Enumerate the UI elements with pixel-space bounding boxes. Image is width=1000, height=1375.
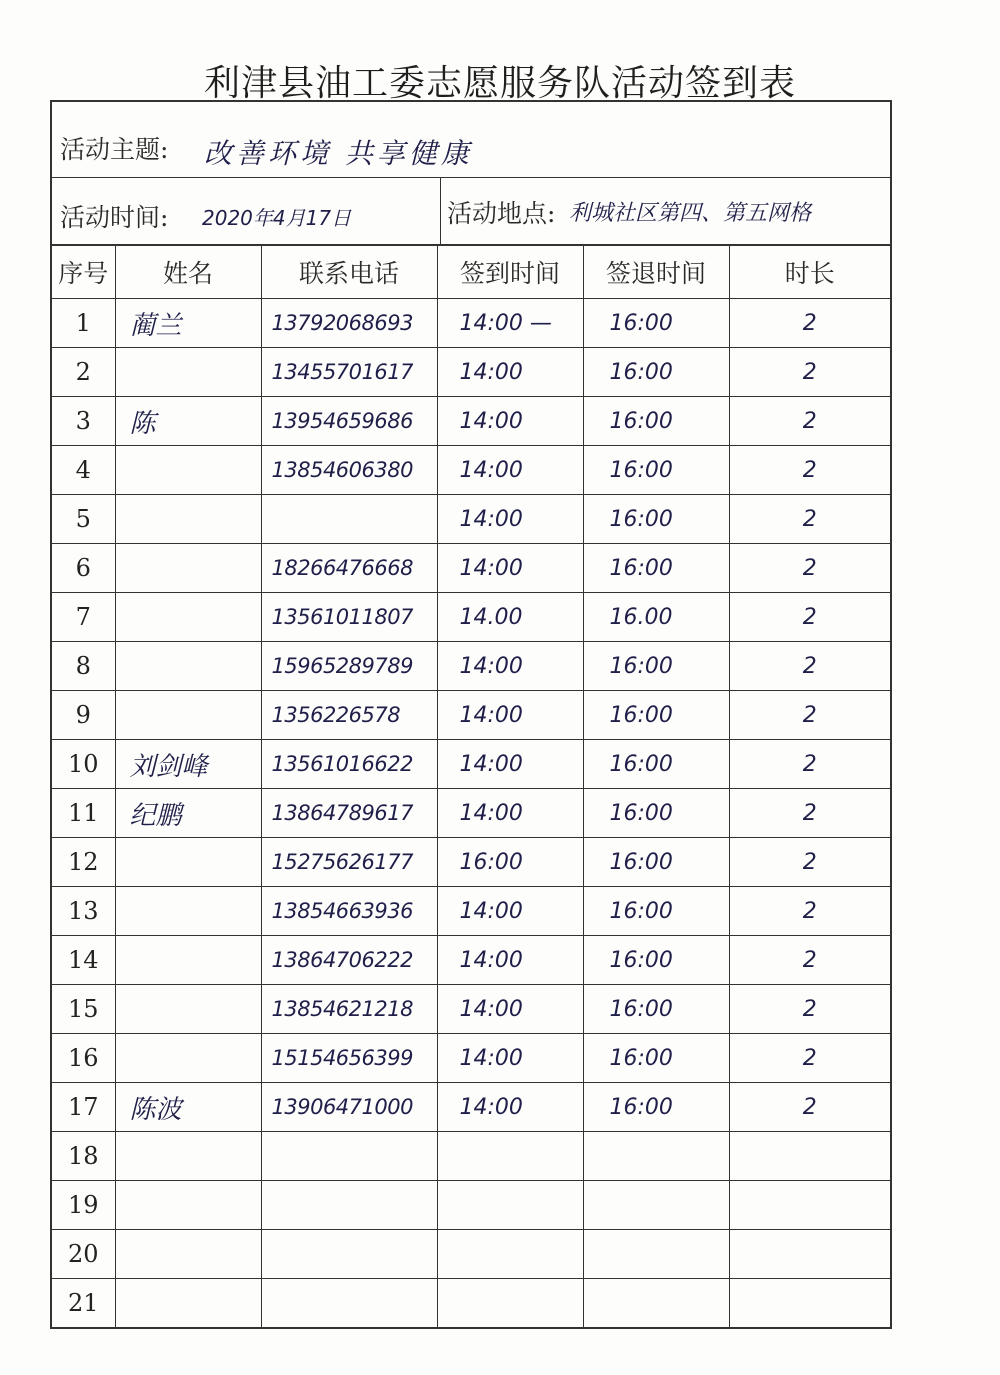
row-sign-out: 16:00 bbox=[583, 1083, 729, 1132]
form-title: 利津县油工委志愿服务队活动签到表 bbox=[203, 63, 796, 104]
row-index: 2 bbox=[52, 348, 115, 397]
row-name bbox=[115, 936, 261, 985]
row-phone bbox=[261, 495, 437, 544]
table-row bbox=[52, 642, 890, 691]
row-sign-out: 16.00 bbox=[583, 593, 729, 642]
row-sign-in: 14:00 bbox=[437, 740, 583, 789]
row-phone: 15154656399 bbox=[261, 1034, 437, 1083]
row-name: 纪鹏 bbox=[115, 789, 261, 838]
row-phone: 13854606380 bbox=[261, 446, 437, 495]
row-sign-out bbox=[583, 1181, 729, 1230]
row-duration: 2 bbox=[729, 593, 890, 642]
row-duration: 2 bbox=[729, 446, 890, 495]
row-duration: 2 bbox=[729, 838, 890, 887]
row-sign-out: 16:00 bbox=[583, 642, 729, 691]
row-sign-in: 14:00 bbox=[437, 985, 583, 1034]
table-row bbox=[52, 887, 890, 936]
row-sign-out: 16:00 bbox=[583, 299, 729, 348]
row-duration bbox=[729, 1230, 890, 1279]
table-row bbox=[52, 544, 890, 593]
row-sign-out bbox=[583, 1230, 729, 1279]
row-sign-out: 16:00 bbox=[583, 887, 729, 936]
row-name bbox=[115, 642, 261, 691]
header-name: 姓名 bbox=[115, 246, 261, 299]
row-index: 3 bbox=[52, 397, 115, 446]
row-phone: 15965289789 bbox=[261, 642, 437, 691]
row-sign-in: 14:00 bbox=[437, 691, 583, 740]
row-index: 21 bbox=[52, 1279, 115, 1328]
row-duration: 2 bbox=[729, 985, 890, 1034]
row-sign-out: 16:00 bbox=[583, 348, 729, 397]
row-index: 20 bbox=[52, 1230, 115, 1279]
row-duration: 2 bbox=[729, 789, 890, 838]
row-name bbox=[115, 887, 261, 936]
row-name bbox=[115, 1034, 261, 1083]
row-sign-in: 14:00 bbox=[437, 1083, 583, 1132]
table-row bbox=[52, 299, 890, 348]
row-duration: 2 bbox=[729, 299, 890, 348]
row-name bbox=[115, 544, 261, 593]
row-phone bbox=[261, 1230, 437, 1279]
row-phone bbox=[261, 1181, 437, 1230]
row-sign-in: 14:00 bbox=[437, 348, 583, 397]
row-name bbox=[115, 985, 261, 1034]
row-name bbox=[115, 446, 261, 495]
row-sign-out: 16:00 bbox=[583, 740, 729, 789]
row-duration: 2 bbox=[729, 691, 890, 740]
header-sign-in: 签到时间 bbox=[437, 246, 583, 299]
attendance-table bbox=[52, 245, 890, 1327]
row-sign-in: 14:00 bbox=[437, 446, 583, 495]
table-row bbox=[52, 789, 890, 838]
row-phone: 13954659686 bbox=[261, 397, 437, 446]
row-duration: 2 bbox=[729, 397, 890, 446]
row-sign-out: 16:00 bbox=[583, 985, 729, 1034]
row-index: 8 bbox=[52, 642, 115, 691]
time-label: 活动时间: bbox=[60, 203, 169, 232]
row-name bbox=[115, 495, 261, 544]
row-sign-out: 16:00 bbox=[583, 1034, 729, 1083]
row-phone: 13906471000 bbox=[261, 1083, 437, 1132]
time-value: 2020年4月17日 bbox=[202, 206, 352, 230]
place-label: 活动地点: bbox=[447, 199, 556, 228]
row-phone: 13455701617 bbox=[261, 348, 437, 397]
header-duration: 时长 bbox=[729, 246, 890, 299]
row-index: 9 bbox=[52, 691, 115, 740]
theme-label: 活动主题: bbox=[60, 135, 169, 164]
row-sign-out: 16:00 bbox=[583, 691, 729, 740]
row-index: 14 bbox=[52, 936, 115, 985]
sign-in-sheet bbox=[50, 100, 892, 1329]
row-duration: 2 bbox=[729, 642, 890, 691]
row-sign-in: 14:00 — bbox=[437, 299, 583, 348]
row-name: 蔺兰 bbox=[115, 299, 261, 348]
table-row bbox=[52, 740, 890, 789]
header-row bbox=[52, 246, 890, 299]
row-name bbox=[115, 348, 261, 397]
row-name: 陈 bbox=[115, 397, 261, 446]
table-row bbox=[52, 1181, 890, 1230]
table-row bbox=[52, 838, 890, 887]
row-name bbox=[115, 1132, 261, 1181]
place-cell bbox=[441, 178, 890, 244]
row-name bbox=[115, 1230, 261, 1279]
header-phone: 联系电话 bbox=[261, 246, 437, 299]
row-sign-out: 16:00 bbox=[583, 495, 729, 544]
row-sign-in: 16:00 bbox=[437, 838, 583, 887]
row-sign-out: 16:00 bbox=[583, 446, 729, 495]
row-sign-in: 14:00 bbox=[437, 544, 583, 593]
row-index: 5 bbox=[52, 495, 115, 544]
row-duration: 2 bbox=[729, 348, 890, 397]
row-duration: 2 bbox=[729, 740, 890, 789]
row-index: 10 bbox=[52, 740, 115, 789]
row-name bbox=[115, 838, 261, 887]
row-name bbox=[115, 691, 261, 740]
table-row bbox=[52, 1230, 890, 1279]
row-duration bbox=[729, 1279, 890, 1328]
row-name bbox=[115, 1279, 261, 1328]
table-row bbox=[52, 691, 890, 740]
row-index: 4 bbox=[52, 446, 115, 495]
theme-row bbox=[52, 102, 890, 178]
table-row bbox=[52, 446, 890, 495]
row-duration: 2 bbox=[729, 887, 890, 936]
row-sign-in bbox=[437, 1132, 583, 1181]
row-phone: 13561016622 bbox=[261, 740, 437, 789]
row-duration: 2 bbox=[729, 1034, 890, 1083]
row-duration: 2 bbox=[729, 495, 890, 544]
row-duration: 2 bbox=[729, 1083, 890, 1132]
row-sign-in: 14:00 bbox=[437, 642, 583, 691]
table-row bbox=[52, 1279, 890, 1328]
table-row bbox=[52, 495, 890, 544]
row-sign-in bbox=[437, 1230, 583, 1279]
table-row bbox=[52, 1083, 890, 1132]
row-sign-out bbox=[583, 1279, 729, 1328]
row-index: 13 bbox=[52, 887, 115, 936]
row-phone bbox=[261, 1132, 437, 1181]
table-row bbox=[52, 593, 890, 642]
row-phone: 13854621218 bbox=[261, 985, 437, 1034]
table-row bbox=[52, 348, 890, 397]
row-name: 陈波 bbox=[115, 1083, 261, 1132]
row-index: 19 bbox=[52, 1181, 115, 1230]
row-index: 6 bbox=[52, 544, 115, 593]
row-index: 7 bbox=[52, 593, 115, 642]
table-row bbox=[52, 936, 890, 985]
row-phone bbox=[261, 1279, 437, 1328]
row-sign-in: 14:00 bbox=[437, 397, 583, 446]
row-sign-in: 14:00 bbox=[437, 887, 583, 936]
row-phone: 13864706222 bbox=[261, 936, 437, 985]
row-index: 16 bbox=[52, 1034, 115, 1083]
row-phone: 13792068693 bbox=[261, 299, 437, 348]
row-index: 17 bbox=[52, 1083, 115, 1132]
row-duration bbox=[729, 1181, 890, 1230]
row-sign-in: 14:00 bbox=[437, 789, 583, 838]
row-sign-out: 16:00 bbox=[583, 397, 729, 446]
row-phone: 1356226578 bbox=[261, 691, 437, 740]
table-row bbox=[52, 397, 890, 446]
row-sign-out: 16:00 bbox=[583, 838, 729, 887]
table-row bbox=[52, 1132, 890, 1181]
row-phone: 13854663936 bbox=[261, 887, 437, 936]
row-phone: 15275626177 bbox=[261, 838, 437, 887]
table-row bbox=[52, 1034, 890, 1083]
row-name bbox=[115, 593, 261, 642]
row-phone: 13864789617 bbox=[261, 789, 437, 838]
time-cell bbox=[52, 178, 441, 244]
row-index: 15 bbox=[52, 985, 115, 1034]
row-sign-out bbox=[583, 1132, 729, 1181]
row-phone: 18266476668 bbox=[261, 544, 437, 593]
row-index: 11 bbox=[52, 789, 115, 838]
row-index: 12 bbox=[52, 838, 115, 887]
header-index: 序号 bbox=[52, 246, 115, 299]
row-sign-in bbox=[437, 1181, 583, 1230]
row-duration bbox=[729, 1132, 890, 1181]
header-sign-out: 签退时间 bbox=[583, 246, 729, 299]
row-sign-in bbox=[437, 1279, 583, 1328]
row-name: 刘剑峰 bbox=[115, 740, 261, 789]
row-index: 1 bbox=[52, 299, 115, 348]
table-row bbox=[52, 985, 890, 1034]
row-duration: 2 bbox=[729, 544, 890, 593]
row-sign-out: 16:00 bbox=[583, 936, 729, 985]
row-duration: 2 bbox=[729, 936, 890, 985]
row-sign-in: 14:00 bbox=[437, 495, 583, 544]
row-index: 18 bbox=[52, 1132, 115, 1181]
row-phone: 13561011807 bbox=[261, 593, 437, 642]
row-sign-in: 14:00 bbox=[437, 1034, 583, 1083]
place-value: 利城社区第四、第五网格 bbox=[569, 201, 812, 226]
theme-value: 改善环境 共享健康 bbox=[204, 137, 473, 170]
time-place-row bbox=[52, 178, 890, 245]
row-sign-in: 14:00 bbox=[437, 936, 583, 985]
row-name bbox=[115, 1181, 261, 1230]
row-sign-in: 14.00 bbox=[437, 593, 583, 642]
row-sign-out: 16:00 bbox=[583, 789, 729, 838]
row-sign-out: 16:00 bbox=[583, 544, 729, 593]
